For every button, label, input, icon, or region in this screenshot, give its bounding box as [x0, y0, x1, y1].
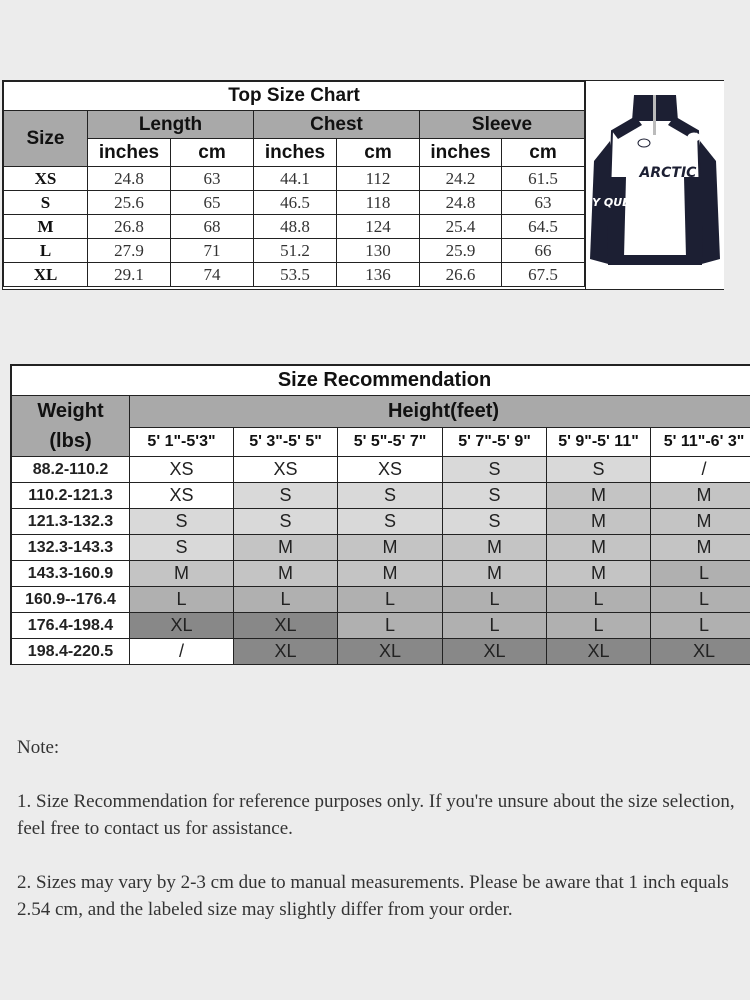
table-row	[4, 263, 585, 287]
size-cell: XL	[234, 613, 338, 639]
measurement-cell: 53.5	[254, 263, 337, 287]
size-cell: L	[547, 613, 651, 639]
height-range-header: 5' 9"-5' 11"	[547, 427, 651, 456]
table-row	[12, 561, 750, 587]
size-cell: M	[234, 561, 338, 587]
measurement-cell: 24.2	[420, 167, 502, 191]
size-cell: XL	[651, 639, 750, 665]
size-cell: XL	[338, 639, 443, 665]
measurement-cell: 124	[337, 215, 420, 239]
table-row	[4, 167, 585, 191]
size-cell: L	[338, 587, 443, 613]
size-cell: XS	[130, 483, 234, 509]
size-cell: L	[651, 613, 750, 639]
size-label: XL	[4, 263, 88, 287]
size-cell: XS	[338, 457, 443, 483]
sleeve-badge-icon	[688, 133, 700, 141]
measurement-cell: 64.5	[502, 215, 585, 239]
note-item: 2. Sizes may vary by 2-3 cm due to manual measurements. Please be aware that 1 inch equals 2.54 cm, and the labeled size may slightly differ from your order.	[17, 872, 729, 920]
weight-range: 176.4-198.4	[12, 613, 130, 639]
size-cell: L	[234, 587, 338, 613]
height-range-header: 5' 7"-5' 9"	[443, 427, 547, 456]
unit-header: inches	[420, 139, 502, 167]
sweatshirt-illustration	[586, 81, 724, 289]
size-cell: S	[130, 509, 234, 535]
table-row	[4, 191, 585, 215]
size-cell: S	[234, 483, 338, 509]
table-row	[4, 215, 585, 239]
measurement-cell: 24.8	[420, 191, 502, 215]
table-row	[12, 457, 750, 483]
size-cell: L	[130, 587, 234, 613]
notes-section	[17, 734, 745, 950]
measurement-cell: 71	[171, 239, 254, 263]
measurement-cell: 63	[502, 191, 585, 215]
measurement-cell: 51.2	[254, 239, 337, 263]
size-label: L	[4, 239, 88, 263]
unit-header: inches	[254, 139, 337, 167]
unit-header: cm	[337, 139, 420, 167]
unit-header: cm	[171, 139, 254, 167]
size-cell: L	[443, 613, 547, 639]
size-cell: S	[130, 535, 234, 561]
size-cell: M	[130, 561, 234, 587]
hem	[608, 255, 702, 265]
size-cell: M	[651, 509, 750, 535]
size-cell: M	[443, 535, 547, 561]
chest-print: ARCTIC	[639, 165, 697, 181]
measurement-cell: 63	[171, 167, 254, 191]
weight-range: 143.3-160.9	[12, 561, 130, 587]
size-cell: M	[547, 535, 651, 561]
measurement-cell: 66	[502, 239, 585, 263]
size-column-header: Size	[4, 111, 88, 167]
measurement-cell: 112	[337, 167, 420, 191]
size-cell: M	[547, 483, 651, 509]
size-cell: L	[443, 587, 547, 613]
size-cell: S	[338, 483, 443, 509]
measurement-cell: 44.1	[254, 167, 337, 191]
size-cell: L	[651, 587, 750, 613]
measurement-cell: 61.5	[502, 167, 585, 191]
size-cell: S	[234, 509, 338, 535]
measurement-cell: 25.4	[420, 215, 502, 239]
size-cell: S	[547, 457, 651, 483]
top-size-chart	[2, 80, 724, 290]
weight-range: 121.3-132.3	[12, 509, 130, 535]
measurement-cell: 48.8	[254, 215, 337, 239]
weight-range: 160.9--176.4	[12, 587, 130, 613]
size-cell: L	[338, 613, 443, 639]
chest-header: Chest	[254, 111, 420, 139]
table-row	[12, 639, 750, 665]
measurement-cell: 118	[337, 191, 420, 215]
measurement-cell: 26.6	[420, 263, 502, 287]
measurement-cell: 27.9	[88, 239, 171, 263]
recommendation-table	[11, 365, 750, 665]
size-cell: S	[338, 509, 443, 535]
size-cell: M	[547, 509, 651, 535]
measurement-cell: 74	[171, 263, 254, 287]
size-cell: /	[651, 457, 750, 483]
unit-header: inches	[88, 139, 171, 167]
table-row	[4, 239, 585, 263]
weight-range: 88.2-110.2	[12, 457, 130, 483]
height-range-header: 5' 11"-6' 3"	[651, 427, 750, 456]
weight-header	[12, 396, 130, 457]
size-label: M	[4, 215, 88, 239]
table-row	[12, 587, 750, 613]
height-range-header: 5' 3"-5' 5"	[234, 427, 338, 456]
zipper	[653, 95, 656, 135]
measurement-cell: 26.8	[88, 215, 171, 239]
measurement-cell: 25.6	[88, 191, 171, 215]
size-cell: M	[651, 483, 750, 509]
height-range-header: 5' 5"-5' 7"	[338, 427, 443, 456]
size-cell: S	[443, 457, 547, 483]
measurement-cell: 24.8	[88, 167, 171, 191]
note-item: 1. Size Recommendation for reference purposes only. If you're unsure about the size selection, feel free to contact us for assistance.	[17, 791, 735, 839]
sleeve-header: Sleeve	[420, 111, 585, 139]
size-cell: M	[234, 535, 338, 561]
height-header: Height(feet)	[130, 396, 750, 428]
size-cell: XL	[234, 639, 338, 665]
size-cell: M	[547, 561, 651, 587]
weight-range: 198.4-220.5	[12, 639, 130, 665]
table-row	[12, 509, 750, 535]
length-header: Length	[88, 111, 254, 139]
measurement-cell: 130	[337, 239, 420, 263]
table-row	[12, 535, 750, 561]
measurement-cell: 136	[337, 263, 420, 287]
size-cell: XL	[547, 639, 651, 665]
size-cell: XS	[234, 457, 338, 483]
size-label: S	[4, 191, 88, 215]
measurement-cell: 65	[171, 191, 254, 215]
measurement-cell: 25.9	[420, 239, 502, 263]
measurement-cell: 29.1	[88, 263, 171, 287]
weight-range: 132.3-143.3	[12, 535, 130, 561]
size-cell: L	[547, 587, 651, 613]
measurement-cell: 68	[171, 215, 254, 239]
size-cell: M	[443, 561, 547, 587]
weight-label: Weight	[37, 400, 104, 422]
weight-unit: (lbs)	[49, 430, 92, 452]
note-label: Note:	[17, 737, 60, 758]
size-cell: XL	[130, 613, 234, 639]
size-cell: XL	[443, 639, 547, 665]
product-image	[585, 81, 724, 289]
recommendation-title: Size Recommendation	[12, 366, 750, 396]
measurement-cell: 46.5	[254, 191, 337, 215]
size-cell: S	[443, 483, 547, 509]
size-chart-table	[3, 81, 585, 287]
table-row	[12, 483, 750, 509]
size-cell: L	[651, 561, 750, 587]
height-range-header: 5' 1"-5'3"	[130, 427, 234, 456]
right-side-panel	[684, 177, 702, 257]
sleeve-print: CY QUEEN	[586, 196, 647, 209]
size-recommendation	[10, 364, 750, 665]
size-cell: S	[443, 509, 547, 535]
left-side-panel	[608, 177, 626, 257]
unit-header: cm	[502, 139, 585, 167]
size-cell: M	[338, 561, 443, 587]
measurement-cell: 67.5	[502, 263, 585, 287]
size-label: XS	[4, 167, 88, 191]
size-chart-title: Top Size Chart	[4, 82, 585, 111]
size-cell: /	[130, 639, 234, 665]
weight-range: 110.2-121.3	[12, 483, 130, 509]
table-row	[12, 613, 750, 639]
size-cell: M	[651, 535, 750, 561]
size-cell: M	[338, 535, 443, 561]
size-cell: XS	[130, 457, 234, 483]
